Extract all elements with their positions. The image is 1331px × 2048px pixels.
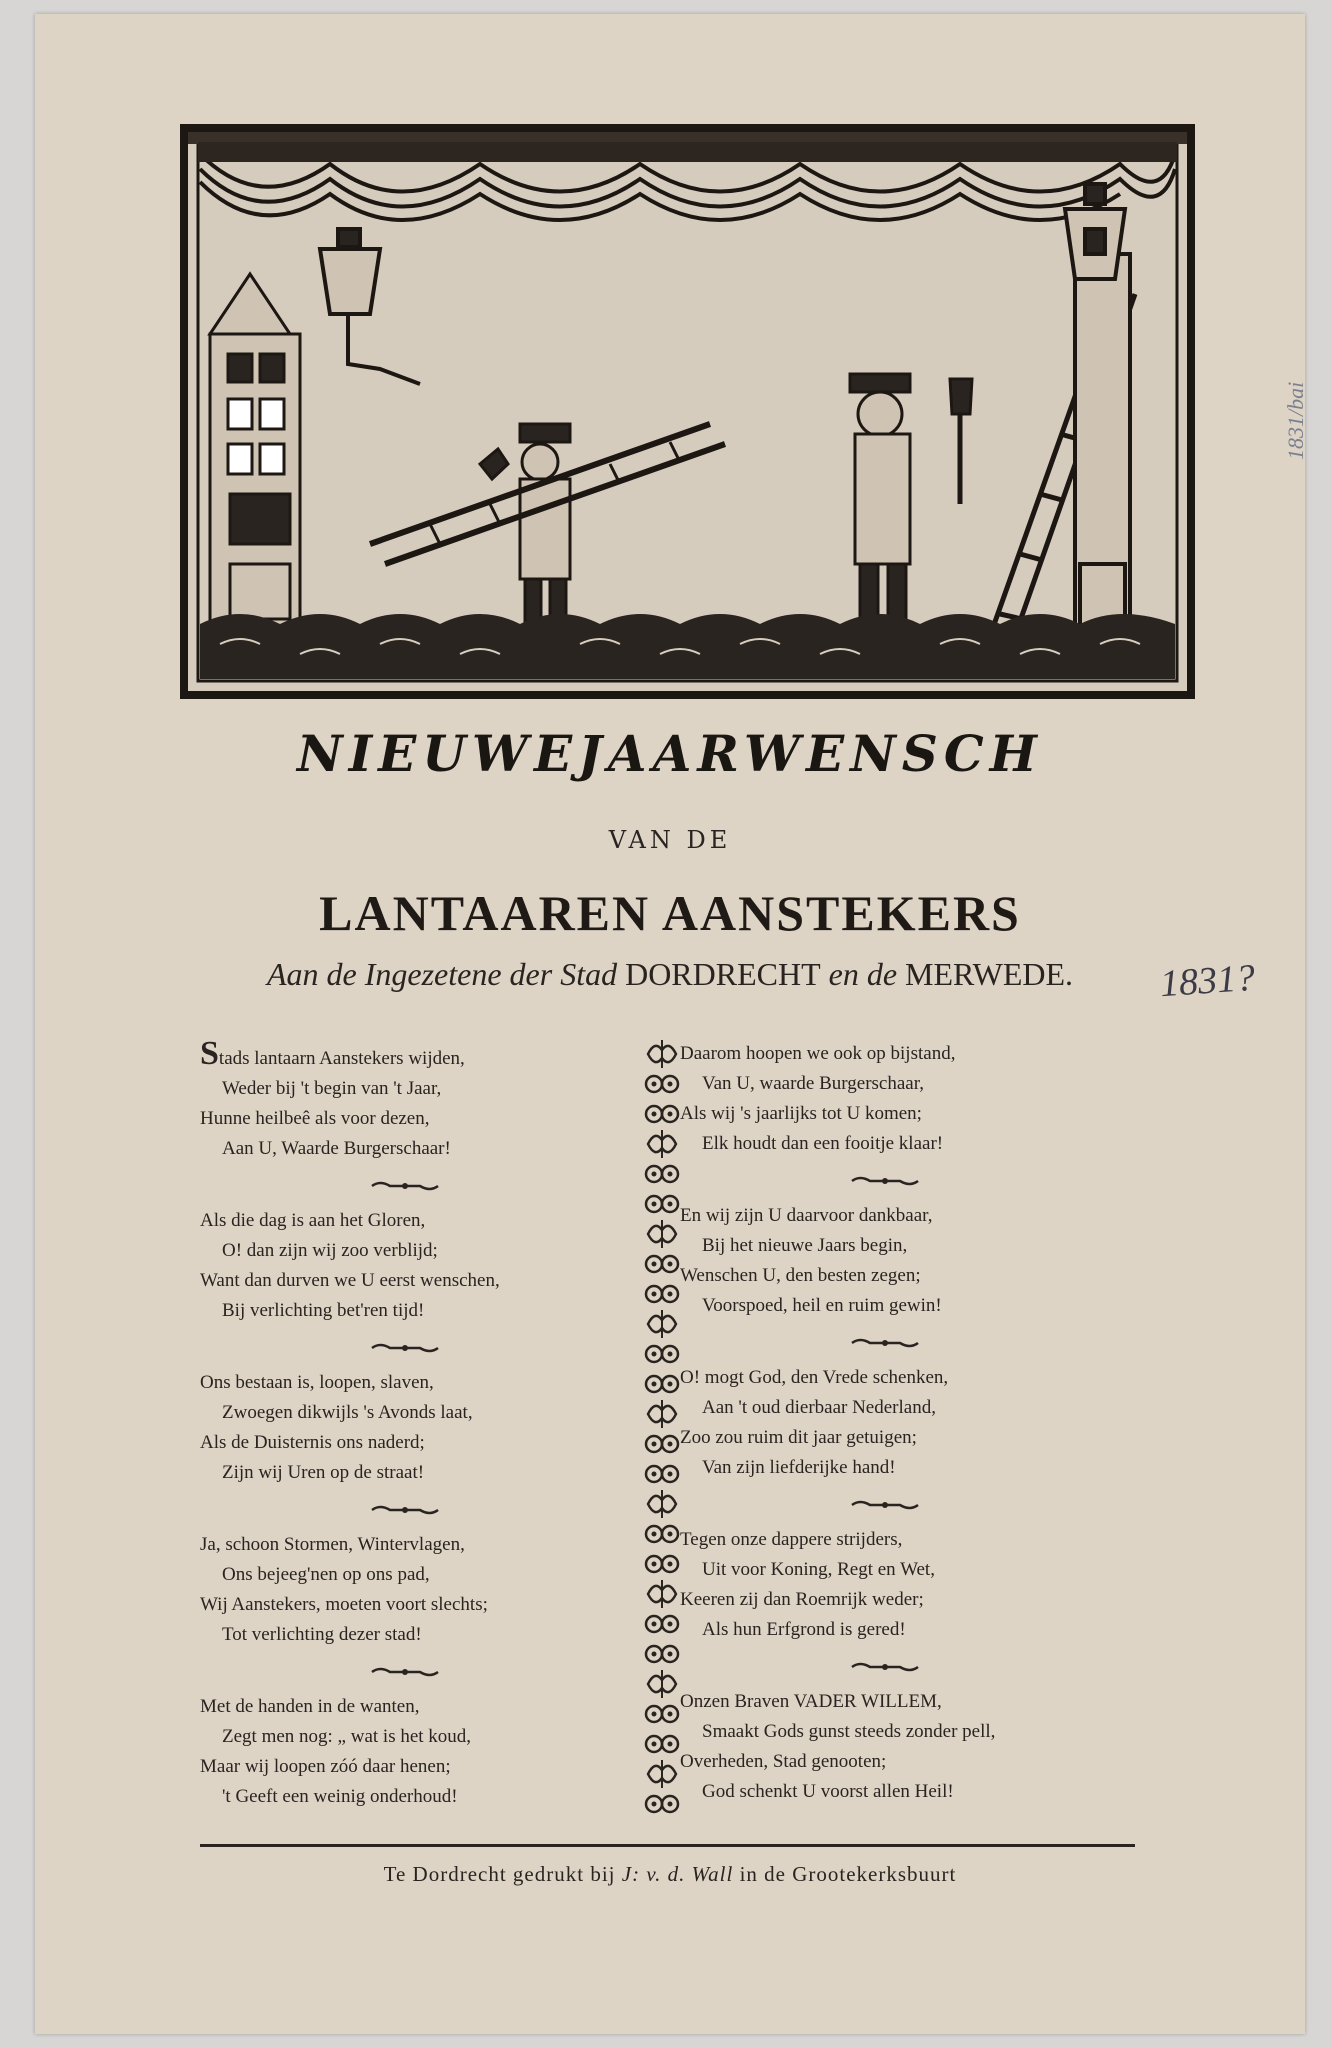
ornament-rosette [646, 1376, 678, 1392]
dedication-city: DORDRECHT [625, 956, 821, 992]
poem-line: En wij zijn U daarvoor dankbaar, [680, 1205, 933, 1226]
poem-left-column [200, 1035, 610, 1828]
ornament-rosette [646, 1436, 678, 1452]
ornament-rosette [646, 1346, 678, 1362]
ornament-flower [648, 1400, 676, 1428]
ornament-flower [648, 1040, 676, 1068]
ornament-flower [648, 1490, 676, 1518]
broadsheet-page [35, 14, 1305, 2034]
ornament-rosette [646, 1706, 678, 1722]
dedication-part1: Aan de Ingezetene der Stad [266, 956, 618, 992]
stanza-divider [850, 1337, 920, 1349]
ground [200, 614, 1175, 679]
stanza [200, 1530, 610, 1650]
heading: LANTAAREN AANSTEKERS [319, 885, 1021, 941]
stanza-divider [850, 1661, 920, 1673]
imprint-part2: in de Grootekerksbuurt [739, 1862, 957, 1886]
ornament-rosette [646, 1256, 678, 1272]
ornament-rosette [646, 1556, 678, 1572]
ornament-rosette [646, 1796, 678, 1812]
poem-line: Tot verlichting dezer stad! [222, 1624, 422, 1645]
imprint-printer: J: v. d. Wall [621, 1862, 734, 1886]
stanza-divider [850, 1499, 920, 1511]
stanza [680, 1687, 1090, 1807]
stanza-divider [370, 1342, 440, 1354]
dedication [190, 956, 1150, 993]
poem-line: Als hun Erfgrond is gered! [702, 1619, 906, 1640]
footer-rule [200, 1844, 1135, 1847]
poem-line: O! mogt God, den Vrede schenken, [680, 1367, 949, 1388]
poem-line: Bij het nieuwe Jaars begin, [702, 1235, 908, 1256]
poem-line: Elk houdt dan een fooitje klaar! [702, 1133, 944, 1154]
poem-line: Voorspoed, heil en ruim gewin! [702, 1295, 942, 1316]
poem-line: Van zijn liefderijke hand! [702, 1457, 896, 1478]
poem-line: Keeren zij dan Roemrijk weder; [680, 1589, 924, 1610]
ornament-flower [648, 1310, 676, 1338]
poem-line: Wenschen U, den besten zegen; [680, 1265, 921, 1286]
poem-line: Stads lantaarn Aanstekers wijden, [200, 1035, 465, 1072]
poem-line: Als die dag is aan het Gloren, [200, 1210, 426, 1231]
ornament-rosette [646, 1076, 678, 1092]
poem-line: Zwoegen dikwijls 's Avonds laat, [222, 1402, 473, 1423]
poem-line: Van U, waarde Burgerschaar, [702, 1073, 925, 1094]
poem-line: Hunne heilbeê als voor dezen, [200, 1108, 430, 1129]
ornament-flower [648, 1670, 676, 1698]
poem-line: Aan 't oud dierbaar Nederland, [702, 1397, 936, 1418]
right-lantern [1065, 184, 1130, 674]
ornament-rosette [646, 1466, 678, 1482]
handwritten-note: 1831? [1158, 956, 1257, 1006]
poem-line: Als de Duisternis ons naderd; [200, 1432, 425, 1453]
poem-line: O! dan zijn wij zoo verblijd; [222, 1240, 438, 1261]
poem-line: God schenkt U voorst allen Heil! [702, 1781, 954, 1802]
poem-line: Aan U, Waarde Burgerschaar! [222, 1138, 451, 1159]
stanza [200, 1368, 610, 1488]
poem-line: Weder bij 't begin van 't Jaar, [222, 1078, 442, 1099]
stanza-divider [370, 1504, 440, 1516]
ornament-rosette [646, 1286, 678, 1302]
stanza-divider [370, 1666, 440, 1678]
ornament-flower [648, 1220, 676, 1248]
poem-line: Wij Aanstekers, moeten voort slechts; [200, 1594, 488, 1615]
ornament-rosette [646, 1166, 678, 1182]
poem-line: Zijn wij Uren op de straat! [222, 1462, 425, 1483]
poem-line: Met de handen in de wanten, [200, 1696, 420, 1717]
poem-line: Onzen Braven VADER WILLEM, [680, 1691, 942, 1712]
house [210, 274, 300, 674]
stanza [200, 1206, 610, 1326]
poem-line: Ons bejeeg'nen op ons pad, [222, 1564, 430, 1585]
poem-line: Zegt men nog: „ wat is het koud, [222, 1726, 472, 1747]
poem-line: Zoo zou ruim dit jaar getuigen; [680, 1427, 917, 1448]
ornament-strip [642, 1034, 682, 1814]
stanza-divider [370, 1180, 440, 1192]
poem-line: Ja, schoon Stormen, Wintervlagen, [200, 1534, 465, 1555]
ornament-rosette [646, 1196, 678, 1212]
drop-cap: S [200, 1035, 219, 1072]
subtitle: VAN DE [608, 826, 732, 854]
imprint-part1: Te Dordrecht gedrukt bij [383, 1862, 616, 1886]
stanza [200, 1692, 610, 1812]
page-title: NIEUWEJAARWENSCH [297, 724, 1043, 783]
stanza [680, 1363, 1090, 1483]
poem-line: Overheden, Stad genooten; [680, 1751, 887, 1772]
poem-line: Ons bestaan is, loopen, slaven, [200, 1372, 434, 1393]
ornament-flower [648, 1130, 676, 1158]
ornament-flower [648, 1760, 676, 1788]
stanza [680, 1039, 1090, 1159]
poem-line: Daarom hoopen we ook op bijstand, [680, 1043, 956, 1064]
imprint [35, 1862, 1305, 1887]
poem-line: Bij verlichting bet'ren tijd! [222, 1300, 425, 1321]
stanza [680, 1201, 1090, 1321]
ornament-rosette [646, 1106, 678, 1122]
ornament-rosette [646, 1646, 678, 1662]
poem-line: Als wij 's jaarlijks tot U komen; [680, 1103, 922, 1124]
poem-line: Want dan durven we U eerst wenschen, [200, 1270, 500, 1291]
stanza [200, 1035, 610, 1164]
ornament-flower [648, 1580, 676, 1608]
poem-line: Maar wij loopen zóó daar henen; [200, 1756, 451, 1777]
woodcut-illustration [180, 124, 1195, 699]
dedication-part2: en de [828, 956, 898, 992]
ornament-rosette [646, 1616, 678, 1632]
poem-line: Smaakt Gods gunst steeds zonder pell, [702, 1721, 996, 1742]
stanza [680, 1525, 1090, 1645]
dedication-river: MERWEDE. [905, 956, 1074, 992]
poem-line: 't Geeft een weinig onderhoud! [222, 1786, 458, 1807]
side-note: 1831/bai [1283, 381, 1308, 460]
poem-line: Uit voor Koning, Regt en Wet, [702, 1559, 935, 1580]
ornament-rosette [646, 1526, 678, 1542]
stanza-divider [850, 1175, 920, 1187]
ornament-rosette [646, 1736, 678, 1752]
poem-line: Tegen onze dappere strijders, [680, 1529, 903, 1550]
poem-right-column [680, 1039, 1090, 1823]
